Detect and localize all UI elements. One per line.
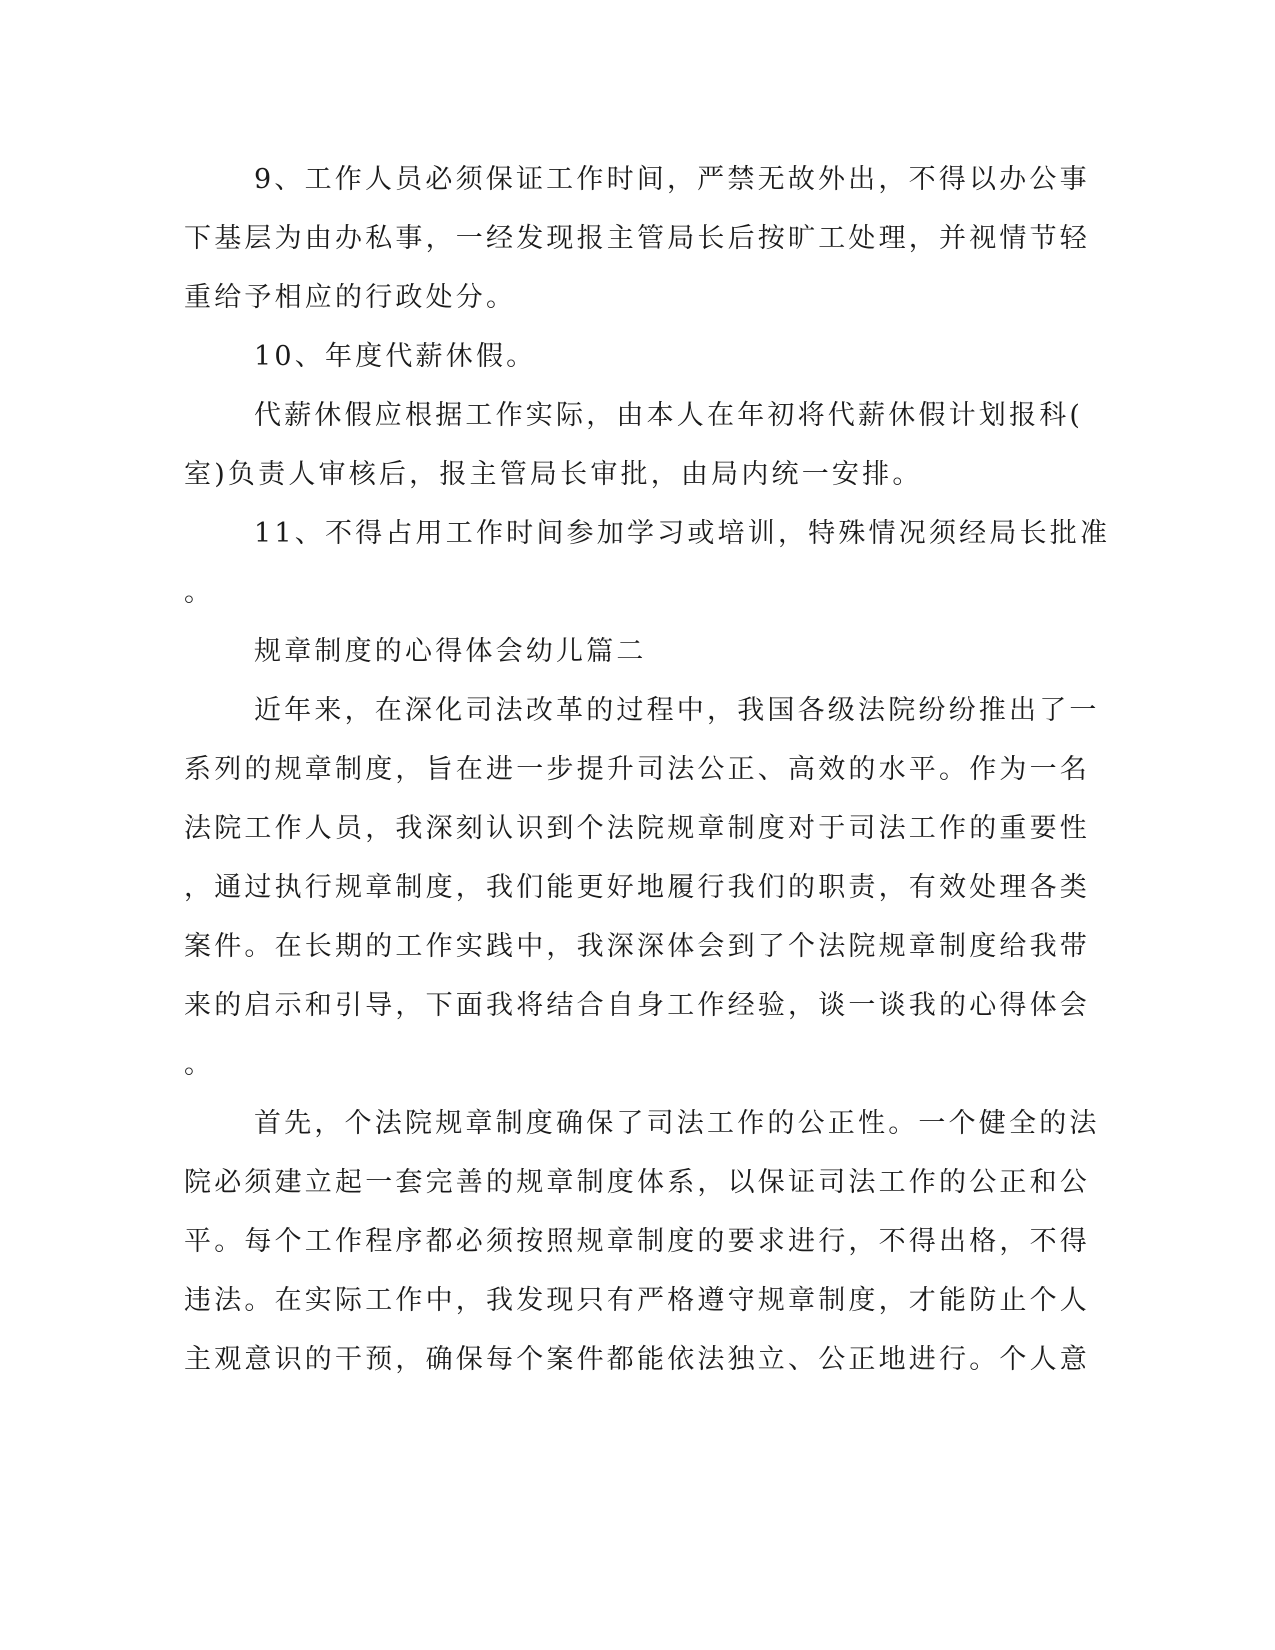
text-line: 平。每个工作程序都必须按照规章制度的要求进行，不得出格，不得 [184,1226,1090,1257]
text-line: 9、工作人员必须保证工作时间，严禁无故外出，不得以办公事 [254,164,1090,195]
text-line: 来的启示和引导，下面我将结合自身工作经验，谈一谈我的心得体会 [184,990,1090,1021]
text-line: 下基层为由办私事，一经发现报主管局长后按旷工处理，并视情节轻 [184,223,1090,254]
section-heading: 规章制度的心得体会幼儿篇二 [254,636,647,667]
text-line: 院必须建立起一套完善的规章制度体系，以保证司法工作的公正和公 [184,1167,1090,1198]
text-line: ，通过执行规章制度，我们能更好地履行我们的职责，有效处理各类 [184,872,1090,903]
text-line: 法院工作人员，我深刻认识到个法院规章制度对于司法工作的重要性 [184,813,1090,844]
text-line: 系列的规章制度，旨在进一步提升司法公正、高效的水平。作为一名 [184,754,1090,785]
text-line: 违法。在实际工作中，我发现只有严格遵守规章制度，才能防止个人 [184,1285,1090,1316]
text-line: 10、年度代薪休假。 [254,341,537,372]
text-line: 案件。在长期的工作实践中，我深深体会到了个法院规章制度给我带 [184,931,1090,962]
text-line: 代薪休假应根据工作实际，由本人在年初将代薪休假计划报科( [254,400,1084,431]
text-line: 重给予相应的行政处分。 [184,282,517,313]
text-line: 11、不得占用工作时间参加学习或培训，特殊情况须经局长批准 [254,518,1111,549]
text-line: 首先，个法院规章制度确保了司法工作的公正性。一个健全的法 [254,1108,1100,1139]
text-line: 主观意识的干预，确保每个案件都能依法独立、公正地进行。个人意 [184,1344,1090,1375]
text-line: 室)负责人审核后，报主管局长审批，由局内统一安排。 [184,459,923,490]
text-line: 近年来，在深化司法改革的过程中，我国各级法院纷纷推出了一 [254,695,1100,726]
text-line: 。 [184,1049,215,1080]
text-line: 。 [184,577,215,608]
